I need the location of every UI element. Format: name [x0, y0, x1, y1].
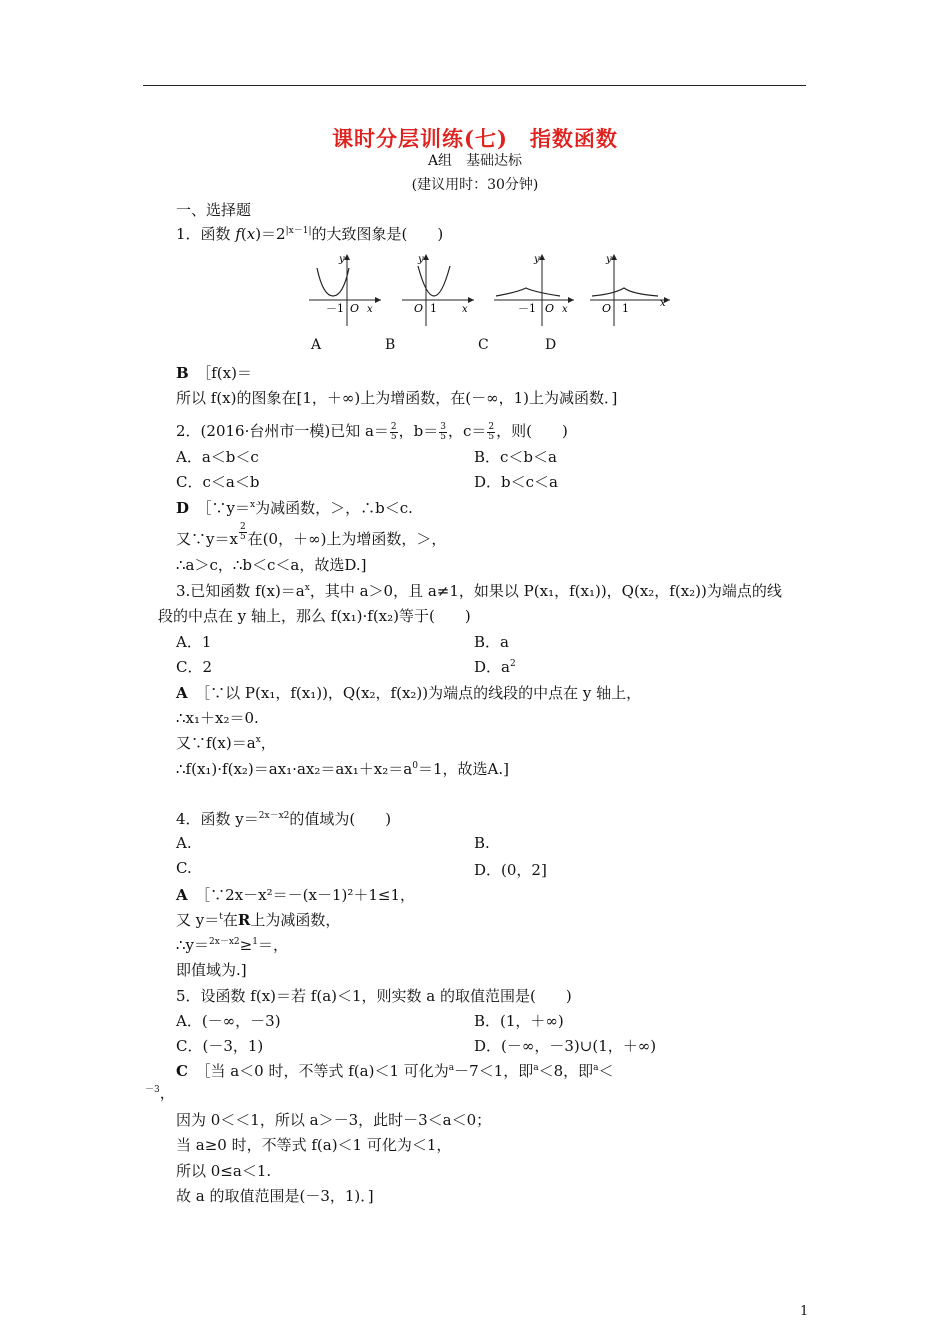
question-5-answer-cont: $^{-3}$， — [145, 1084, 175, 1102]
question-2-option-d: D．b＜c＜a — [474, 473, 558, 491]
question-4-solution-2: 又 y＝$^t$在R上为减函数， — [176, 911, 341, 929]
graph-c-origin: O — [545, 302, 555, 315]
question-3-stem-2: 段的中点在 y 轴上，那么 f(x₁)·f(x₂)等于( ) — [158, 607, 471, 625]
question-3-answer: A ［∵以 P(x₁，f(x₁))，Q(x₂，f(x₂))为端点的线段的中点在 y 轴上， — [176, 684, 642, 702]
graph-a — [305, 250, 385, 330]
question-5-answer: C ［当 a＜0 时，不等式 f(a)＜1 可化为$^a$－7＜1，即$^a$＜8，即$^a$＜ — [176, 1062, 614, 1080]
question-1-solution: 所以 f(x)的图象在[1，＋∞)上为增函数，在(－∞，1)上为减函数．] — [176, 389, 618, 407]
graph-d-one: 1 — [622, 302, 629, 315]
question-5-solution-5: 故 a 的取值范围是(－3，1)．] — [176, 1187, 374, 1205]
graph-c-x-label: x — [562, 304, 568, 315]
question-5-option-c: C．(－3，1) — [176, 1037, 264, 1055]
question-5-option-a: A．(－∞，－3) — [176, 1012, 281, 1030]
question-5-solution-4: 所以 0≤a＜1. — [176, 1162, 272, 1180]
question-3-solution-3: 又$\because f(x)=a^x$， — [176, 734, 276, 752]
question-5-stem: 5．设函数 f(x)＝若 f(a)＜1，则实数 a 的取值范围是( ) — [176, 987, 572, 1005]
question-3-option-c: C．2 — [176, 658, 213, 676]
graph-a-y-label: y — [339, 254, 345, 265]
question-5-option-b: B．(1，＋∞) — [474, 1012, 564, 1030]
question-4-option-d: D．(0，2] — [474, 861, 547, 879]
question-3-solution-2: ∴x₁＋x₂＝0. — [176, 709, 259, 727]
question-3-stem-1: 3.已知函数 $f(x)=a^x$，其中 a＞0，且 a≠1，如果以 P(x₁，f(x₁))，Q(x₂，f(x₂))为端点的线 — [176, 582, 782, 600]
question-2-answer: D ［∵y＝$^x$为减函数，＞，∴b＜c. — [176, 499, 413, 517]
page-title: 课时分层训练(七) 指数函数 — [332, 126, 618, 151]
graph-b-y-label: y — [418, 254, 424, 265]
group-heading: A组 基础达标 — [427, 153, 523, 169]
graph-d-origin: O — [602, 302, 612, 315]
graph-label-b: B — [385, 337, 396, 353]
graph-b-one: 1 — [430, 302, 437, 315]
question-4-solution-3: ∴y＝$^{2x-x2}$≥$^1$＝， — [176, 936, 288, 954]
question-4-option-b: B. — [474, 834, 490, 852]
graph-b — [398, 250, 478, 330]
graph-c — [490, 250, 580, 330]
graph-a-neg-one: －1 — [326, 302, 344, 315]
question-3-solution-4: $\therefore f(x_1)\cdot f(x_2)=ax_1\cdot ax_2=ax_1+x_2=a^0=1$，故选A.] — [176, 760, 509, 778]
graph-b-origin: O — [414, 302, 424, 315]
header-rule — [143, 85, 806, 86]
graph-d — [586, 250, 676, 330]
answer-letter: B — [176, 364, 189, 382]
question-1-answer: B ［f(x)＝ — [176, 364, 252, 382]
question-2-stem: 2．(2016·台州市一模)已知 a＝ $\frac{2}{5}$ ，b＝ $\frac{3}{5}$ ，c＝ $\frac{2}{5}$ ，则( ) — [176, 421, 568, 442]
question-4-option-a: A. — [176, 834, 192, 852]
graph-b-x-label: x — [462, 304, 468, 315]
time-hint: (建议用时：30分钟) — [411, 177, 539, 193]
question-4-stem: 4．函数 y＝$^{2x-x2}$的值域为( ) — [176, 810, 392, 828]
question-5-solution-3: 当 a≥0 时，不等式 f(a)＜1 可化为＜1， — [176, 1136, 452, 1154]
question-1-stem: 1．函数 $f(x)=2^{|x-1|}$的大致图象是( ) — [176, 225, 444, 243]
graph-label-a: A — [311, 337, 322, 353]
question-2-option-a: A．a＜b＜c — [176, 448, 259, 466]
graph-label-d: D — [545, 337, 557, 353]
graph-c-neg-one: －1 — [518, 302, 536, 315]
question-3-option-d: D．$a^2$ — [474, 658, 516, 676]
question-2-option-c: C．c＜a＜b — [176, 473, 260, 491]
graph-a-x-label: x — [367, 304, 373, 315]
question-4-solution-4: 即值域为.] — [176, 961, 247, 979]
question-2-solution-3: ∴a＞c，∴b＜c＜a，故选D.] — [176, 556, 367, 574]
question-2-solution-2: 又∵y＝x $\frac{2}{5}$ 在(0，＋∞)上为增函数，＞， — [176, 521, 447, 548]
question-5-solution-2: 因为 0＜＜1，所以 a＞－3，此时－3＜a＜0； — [176, 1111, 492, 1129]
graph-d-y-label: y — [606, 254, 612, 265]
graph-c-y-label: y — [534, 254, 540, 265]
question-3-option-a: A．1 — [176, 633, 212, 651]
question-5-option-d: D．(－∞，－3)∪(1，＋∞) — [474, 1037, 657, 1055]
question-2-option-b: B．c＜b＜a — [474, 448, 557, 466]
question-4-option-c: C. — [176, 859, 192, 877]
page-number: 1 — [800, 1304, 809, 1319]
question-4-answer: A ［∵2x－x²＝－(x－1)²＋1≤1， — [176, 886, 416, 904]
graph-label-c: C — [478, 337, 489, 353]
section-heading: 一、选择题 — [176, 201, 252, 219]
question-3-option-b: B．a — [474, 633, 509, 651]
graph-a-origin: O — [350, 302, 360, 315]
graph-d-x-label: x — [660, 298, 666, 309]
